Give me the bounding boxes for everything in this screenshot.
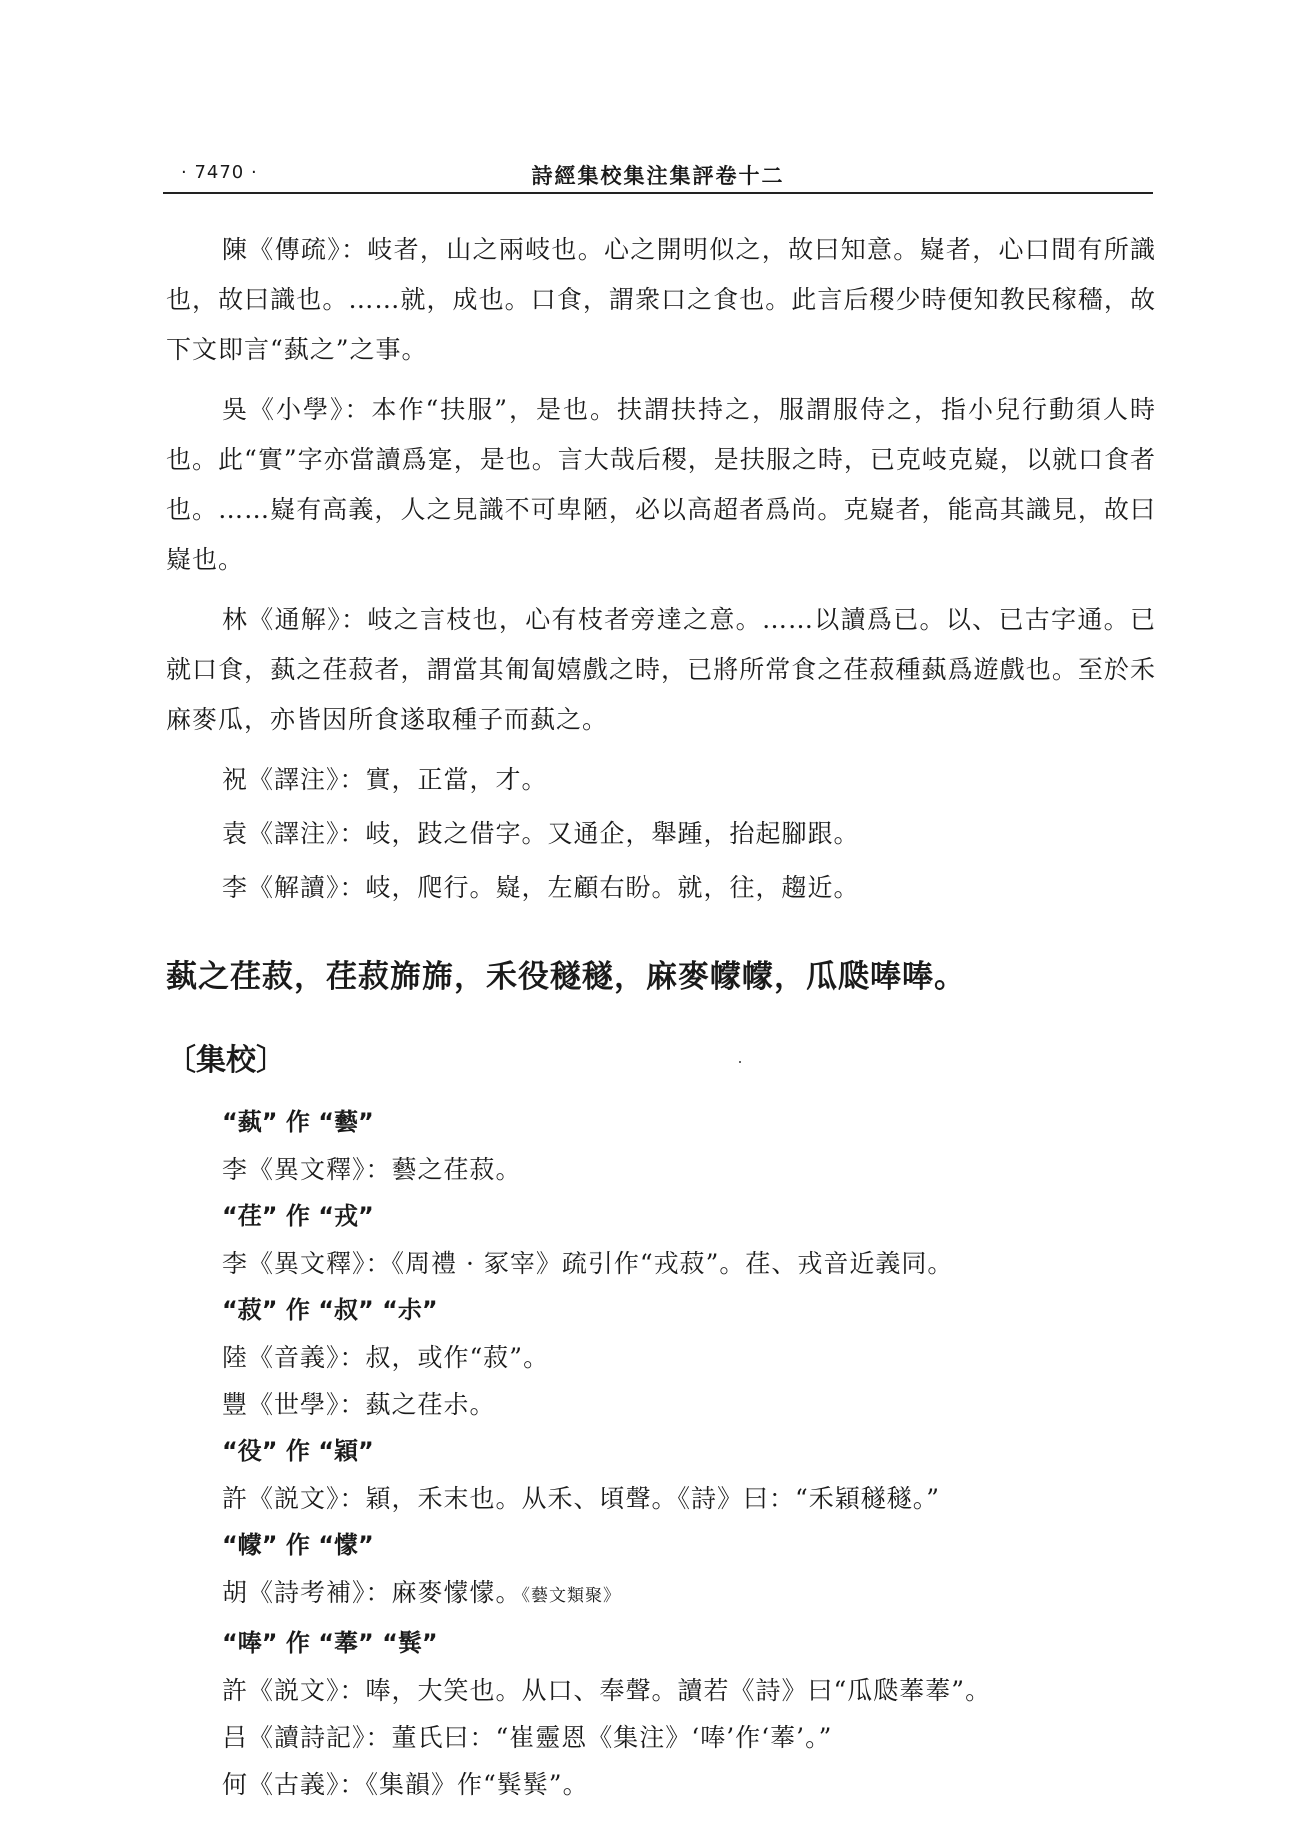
page-header xyxy=(163,158,1153,194)
commentary-zhu: 祝《譯注》：實，正當，才。 xyxy=(222,765,548,794)
variant-heading: “菽” 作 “叔” “尗” xyxy=(222,1296,438,1324)
running-title: 詩經集校集注集評卷十二 xyxy=(531,163,785,188)
citation-line: 李《異文釋》：藝之荏菽。 xyxy=(222,1155,522,1184)
page-number: · 7470 · xyxy=(181,162,258,183)
citation-line: 陸《音義》：叔，或作“菽”。 xyxy=(222,1343,550,1372)
page-body xyxy=(166,225,1156,1808)
commentary-li: 李《解讀》：岐，爬行。嶷，左顧右盼。就，往，趨近。 xyxy=(222,873,860,902)
citation-text: 胡《詩考補》：麻麥懞懞。 xyxy=(222,1578,522,1607)
variant-heading: “役” 作 “穎” xyxy=(222,1437,374,1465)
variant-heading: “荏” 作 “戎” xyxy=(222,1202,374,1230)
source-note: 《藝文類聚》 xyxy=(521,1586,622,1606)
citation-line xyxy=(166,1569,1156,1620)
scan-speck xyxy=(739,1061,741,1063)
variant-heading: “幪” 作 “懞” xyxy=(222,1531,374,1559)
citation-line: 何《古義》：《集韻》作“髸髸”。 xyxy=(222,1770,589,1799)
variant-heading: “唪” 作 “菶” “髸” xyxy=(222,1629,438,1657)
citation-line: 許《説文》：唪，大笑也。从口、奉聲。讀若《詩》曰“瓜瓞菶菶”。 xyxy=(222,1676,992,1705)
commentary-yuan: 袁《譯注》：岐，跂之借字。又通企，舉踵，抬起腳跟。 xyxy=(222,819,860,848)
commentary-wu: 吳《小學》：本作“扶服”，是也。扶謂扶持之，服謂服侍之，指小兒行動須人時也。此“實”字亦當讀爲寔，是也。言大哉后稷，是扶服之時，已克岐克嶷，以就口食者也。……嶷有高義，人之見識不可卑陋，必以高超者爲尚。克嶷者，能高其識見，故曰嶷也。 xyxy=(166,395,1156,574)
poem-verse-line: 蓺之荏菽，荏菽旆旆，禾役穟穟，麻麥幪幪，瓜瓞唪唪。 xyxy=(166,959,966,995)
citation-line: 李《異文釋》：《周禮 · 冢宰》疏引作“戎菽”。荏、戎音近義同。 xyxy=(222,1249,954,1278)
commentary-chen: 陳《傳疏》：岐者，山之兩岐也。心之開明似之，故曰知意。嶷者，心口間有所識也，故曰識也。……就，成也。口食，謂衆口之食也。此言后稷少時便知教民稼穡，故下文即言“蓺之”之事。 xyxy=(166,235,1156,364)
section-heading-collation: 〔集校〕 xyxy=(166,1043,286,1078)
citation-line: 吕《讀詩記》：董氏曰：“崔靈恩《集注》‘唪’作‘菶’。” xyxy=(222,1723,833,1752)
variant-heading: “蓺” 作 “藝” xyxy=(222,1108,374,1136)
collation-list xyxy=(166,1099,1156,1808)
commentary-lin: 林《通解》：岐之言枝也，心有枝者旁達之意。……以讀爲已。以、已古字通。已就口食，蓺之荏菽者，謂當其匍匐嬉戲之時，已將所常食之荏菽種蓺爲遊戲也。至於禾麻麥瓜，亦皆因所食遂取種子而蓺之。 xyxy=(166,605,1156,734)
citation-line: 許《説文》：穎，禾末也。从禾、頃聲。《詩》曰：“禾穎穟穟。” xyxy=(222,1484,941,1513)
citation-line: 豐《世學》：蓺之荏尗。 xyxy=(222,1390,496,1419)
